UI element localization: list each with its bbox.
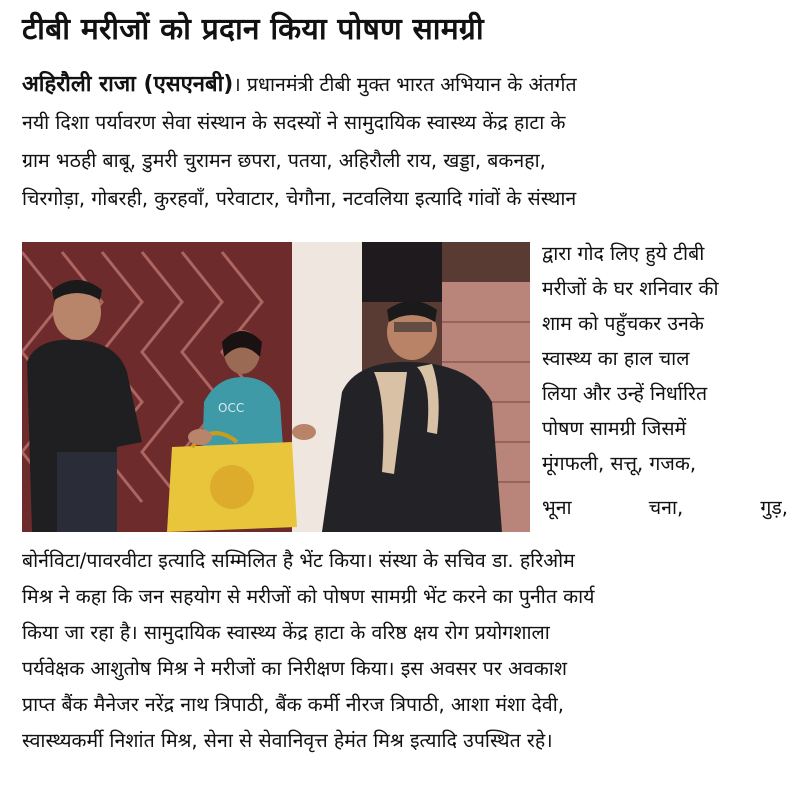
- svg-text:OCC: OCC: [218, 401, 245, 415]
- photo-illustration: [22, 242, 530, 532]
- article-line-bottom-2: मिश्र ने कहा कि जन सहयोग से मरीजों को पोषण सामग्री भेंट करने का पुनीत कार्य: [22, 585, 595, 608]
- article-line-bottom-1: बोर्नविटा/पावरवीटा इत्यादि सम्मिलित है भेंट किया। संस्था के सचिव डा. हरिओम: [22, 549, 575, 572]
- headline: टीबी मरीजों को प्रदान किया पोषण सामग्री: [22, 12, 484, 47]
- article-line-bottom-4: पर्यवेक्षक आशुतोष मिश्र ने मरीजों का निरीक्षण किया। इस अवसर पर अवकाश: [22, 657, 568, 680]
- article-line-3: ग्राम भठही बाबू, डुमरी चुरामन छपरा, पतया, अहिरौली राय, खड्डा, बकनहा,: [22, 149, 546, 172]
- article-line-1: [22, 68, 788, 101]
- article-line-4: चिरगोड़ा, गोबरही, कुरहवाँ, परेवाटार, चेगौना, नटवलिया इत्यादि गांवों के संस्थान: [22, 187, 577, 210]
- side-line-2: मरीजों के घर शनिवार की: [542, 277, 719, 300]
- article-line-bottom-6: स्वास्थ्यकर्मी निशांत मिश्र, सेना से सेवानिवृत्त हेमंत मिश्र इत्यादि उपस्थित रहे।: [22, 729, 553, 752]
- side-line-4: स्वास्थ्य का हाल चाल: [542, 347, 690, 370]
- side-word: भूना: [542, 496, 572, 519]
- article-line-bottom-5: प्राप्त बैंक मैनेजर नरेंद्र नाथ त्रिपाठी, बैंक कर्मी नीरज त्रिपाठी, आशा मंशा देवी,: [22, 693, 564, 716]
- dateline: अहिरौली राजा (एसएनबी): [22, 72, 234, 97]
- side-line-1: द्वारा गोद लिए हुये टीबी: [542, 242, 705, 265]
- side-word: चना,: [648, 496, 684, 519]
- side-line-3: शाम को पहुँचकर उनके: [542, 312, 704, 335]
- news-photo: [22, 242, 530, 532]
- side-line-7: मूंगफली, सत्तू, गजक,: [542, 452, 697, 475]
- line-1-text: । प्रधानमंत्री टीबी मुक्त भारत अभियान के अंतर्गत: [233, 73, 577, 96]
- side-line-6: पोषण सामग्री जिसमें: [542, 417, 687, 440]
- side-line-8: [542, 490, 788, 525]
- side-line-5: लिया और उन्हें निर्धारित: [542, 382, 708, 405]
- side-word: गुड़,: [760, 496, 788, 519]
- article-line-bottom-3: किया जा रहा है। सामुदायिक स्वास्थ्य केंद्र हाटा के वरिष्ठ क्षय रोग प्रयोगशाला: [22, 621, 550, 644]
- article-line-2: नयी दिशा पर्यावरण सेवा संस्थान के सदस्यों ने सामुदायिक स्वास्थ्य केंद्र हाटा के: [22, 111, 566, 134]
